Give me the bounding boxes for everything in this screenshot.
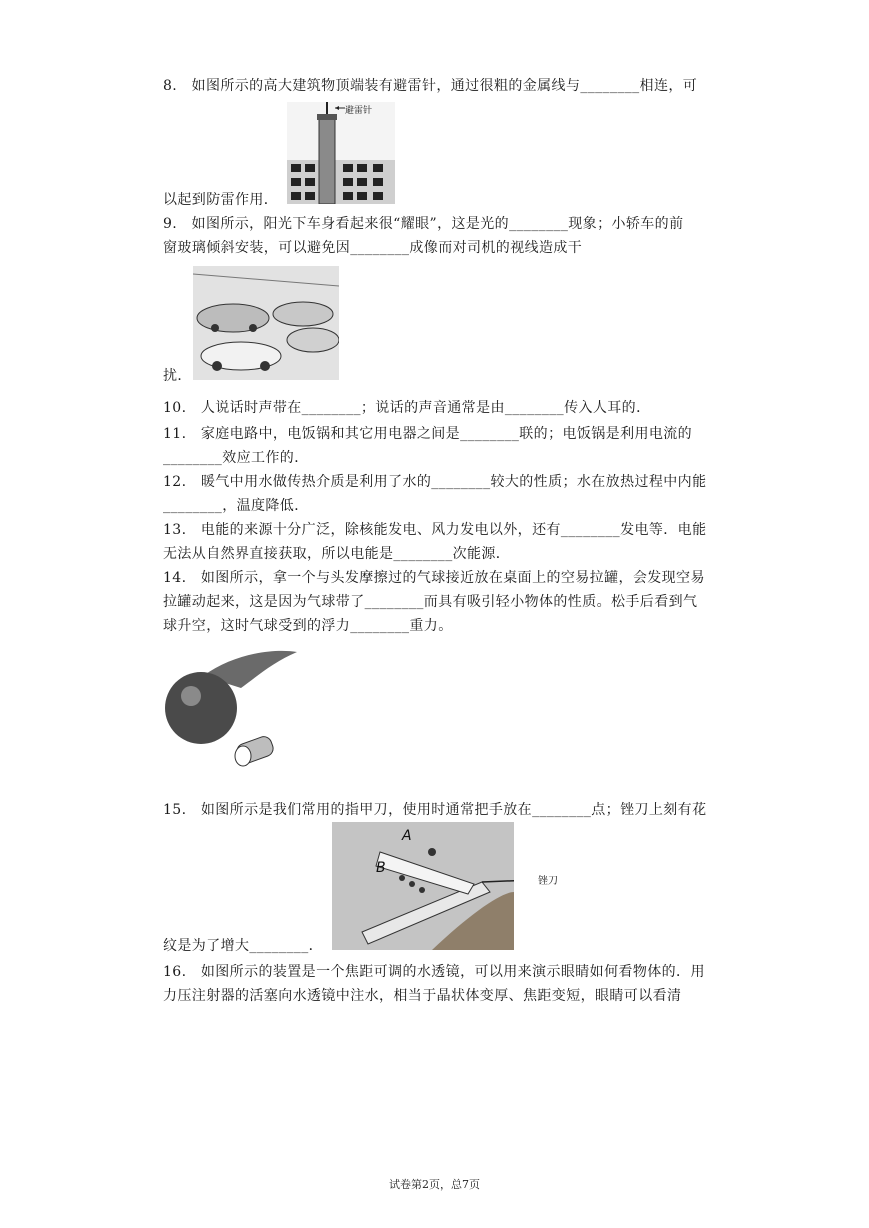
q11-line-1: 11. 家庭电路中，电饭锅和其它用电器之间是________联的；电饭锅是利用电流的: [163, 426, 693, 442]
nail-clipper-image: [332, 822, 514, 950]
q8-line-1: 8. 如图所示的高大建筑物顶端装有避雷针，通过很粗的金属线与________相连，可: [163, 78, 698, 94]
q13-line-1: 13. 电能的来源十分广泛，除核能发电、风力发电以外，还有________发电等．电能: [163, 522, 707, 538]
q10-line-1: 10. 人说话时声带在________；说话的声音通常是由________传入人耳的．: [163, 400, 651, 416]
q13-line-2: 无法从自然界直接获取，所以电能是________次能源．: [163, 546, 511, 562]
q12-line-2: ________，温度降低．: [163, 498, 309, 514]
lightning-rod-building-illustration: [287, 102, 395, 204]
q9-line-3: 扰．: [163, 368, 192, 384]
q14-line-2: 拉罐动起来，这是因为气球带了________而具有吸引轻小物体的性质。松手后看到气: [163, 594, 698, 610]
page-footer: 试卷第2页，总7页: [389, 1178, 480, 1191]
cars-parking-lot-image: [193, 266, 339, 380]
lightning-rod-building-image: [287, 102, 395, 204]
q9-line-1: 9. 如图所示，阳光下车身看起来很“耀眼”，这是光的________现象；小轿车的前: [163, 216, 684, 232]
q14-line-3: 球升空，这时气球受到的浮力________重力。: [163, 618, 453, 634]
q8-line-2: 以起到防雷作用．: [163, 192, 279, 208]
lightning-rod-label: 避雷针: [345, 106, 373, 116]
nail-file-label: 锉刀: [538, 876, 558, 887]
nail-clipper-label-b: B: [376, 860, 386, 876]
q9-line-2: 窗玻璃倾斜安装，可以避免因________成像而对司机的视线造成干: [163, 240, 583, 256]
q16-line-1: 16. 如图所示的装置是一个焦距可调的水透镜，可以用来演示眼睛如何看物体的．用: [163, 964, 705, 980]
nail-clipper-illustration: [332, 822, 514, 950]
cars-illustration: [193, 266, 339, 380]
q15-line-2: 纹是为了增大________．: [163, 938, 323, 954]
q16-line-2: 力压注射器的活塞向水透镜中注水，相当于晶状体变厚、焦距变短，眼睛可以看清: [163, 988, 682, 1004]
balloon-can-illustration: [163, 648, 299, 780]
balloon-can-image: [163, 648, 299, 780]
nail-clipper-label-a: A: [402, 828, 412, 844]
q11-line-2: ________效应工作的．: [163, 450, 309, 466]
q14-line-1: 14. 如图所示，拿一个与头发摩擦过的气球接近放在桌面上的空易拉罐，会发现空易: [163, 570, 705, 586]
q12-line-1: 12. 暖气中用水做传热介质是利用了水的________较大的性质；水在放热过程中内能: [163, 474, 707, 490]
q15-line-1: 15. 如图所示是我们常用的指甲刀，使用时通常把手放在________点；锉刀上刻有花: [163, 802, 707, 818]
